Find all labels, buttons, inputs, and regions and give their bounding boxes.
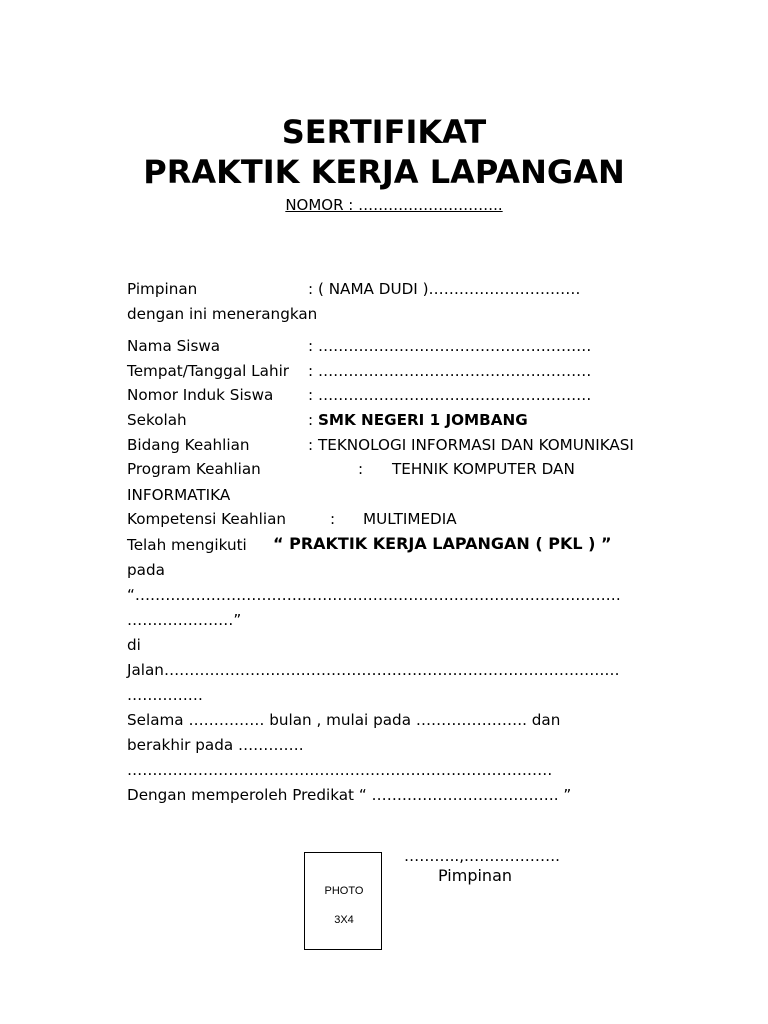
signature-place-date: ………..,……………….	[404, 847, 560, 865]
predikat-line: Dengan memperoleh Predikat “ ………………………………. ”	[127, 786, 572, 804]
selama-line: Selama …………… bulan , mulai pada …………………. dan	[127, 711, 561, 729]
pada-dots-1: “……………………………………………………………………………………	[127, 586, 621, 604]
kompetensi-colon: :	[330, 510, 336, 528]
bidang-label: Bidang Keahlian	[127, 436, 250, 454]
program-value: TEHNIK KOMPUTER DAN	[392, 460, 575, 478]
di-text: di	[127, 636, 141, 654]
jalan-line-2: ……………	[127, 686, 203, 704]
ttl-value: : ………………………………………………	[308, 362, 592, 380]
photo-box	[304, 852, 382, 950]
telah-label: Telah mengikuti	[127, 536, 247, 554]
berakhir-line: berakhir pada ………….	[127, 736, 304, 754]
photo-size-label: 3X4	[334, 914, 354, 926]
bidang-value: : TEKNOLOGI INFORMASI DAN KOMUNIKASI	[308, 436, 634, 454]
menerangkan-text: dengan ini menerangkan	[127, 305, 318, 323]
ttl-label: Tempat/Tanggal Lahir	[127, 362, 290, 380]
pimpinan-label: Pimpinan	[127, 280, 198, 298]
signature-title: Pimpinan	[438, 866, 513, 885]
nama-siswa-label: Nama Siswa	[127, 337, 221, 355]
photo-label: PHOTO	[324, 885, 364, 897]
pada-dots-2: …………………”	[127, 611, 242, 629]
pkl-title: “ PRAKTIK KERJA LAPANGAN ( PKL ) ”	[273, 534, 612, 553]
certificate-title: SERTIFIKAT	[281, 113, 487, 151]
sekolah-value: SMK NEGERI 1 JOMBANG	[317, 411, 528, 429]
sekolah-label: Sekolah	[127, 411, 187, 429]
program-label: Program Keahlian	[127, 460, 261, 478]
berakhir-dots: …………………………………………………………………………	[127, 761, 553, 779]
jalan-line-1: Jalan………………………………………………………………………………	[127, 661, 620, 679]
program-value-cont: INFORMATIKA	[127, 486, 231, 504]
kompetensi-value: MULTIMEDIA	[363, 510, 457, 528]
nis-label: Nomor Induk Siswa	[127, 386, 274, 404]
pimpinan-value: : ( NAMA DUDI )…………………………	[308, 280, 581, 298]
kompetensi-label: Kompetensi Keahlian	[127, 510, 287, 528]
certificate-number: NOMOR : ………………………..	[285, 196, 503, 214]
nama-siswa-value: : ………………………………………………	[308, 337, 592, 355]
program-colon: :	[358, 460, 364, 478]
sekolah-colon: :	[308, 411, 318, 429]
pada-text: pada	[127, 561, 165, 579]
nis-value: : ………………………………………………	[308, 386, 592, 404]
certificate-subtitle: PRAKTIK KERJA LAPANGAN	[143, 153, 625, 191]
sekolah-value-wrap	[308, 410, 528, 430]
